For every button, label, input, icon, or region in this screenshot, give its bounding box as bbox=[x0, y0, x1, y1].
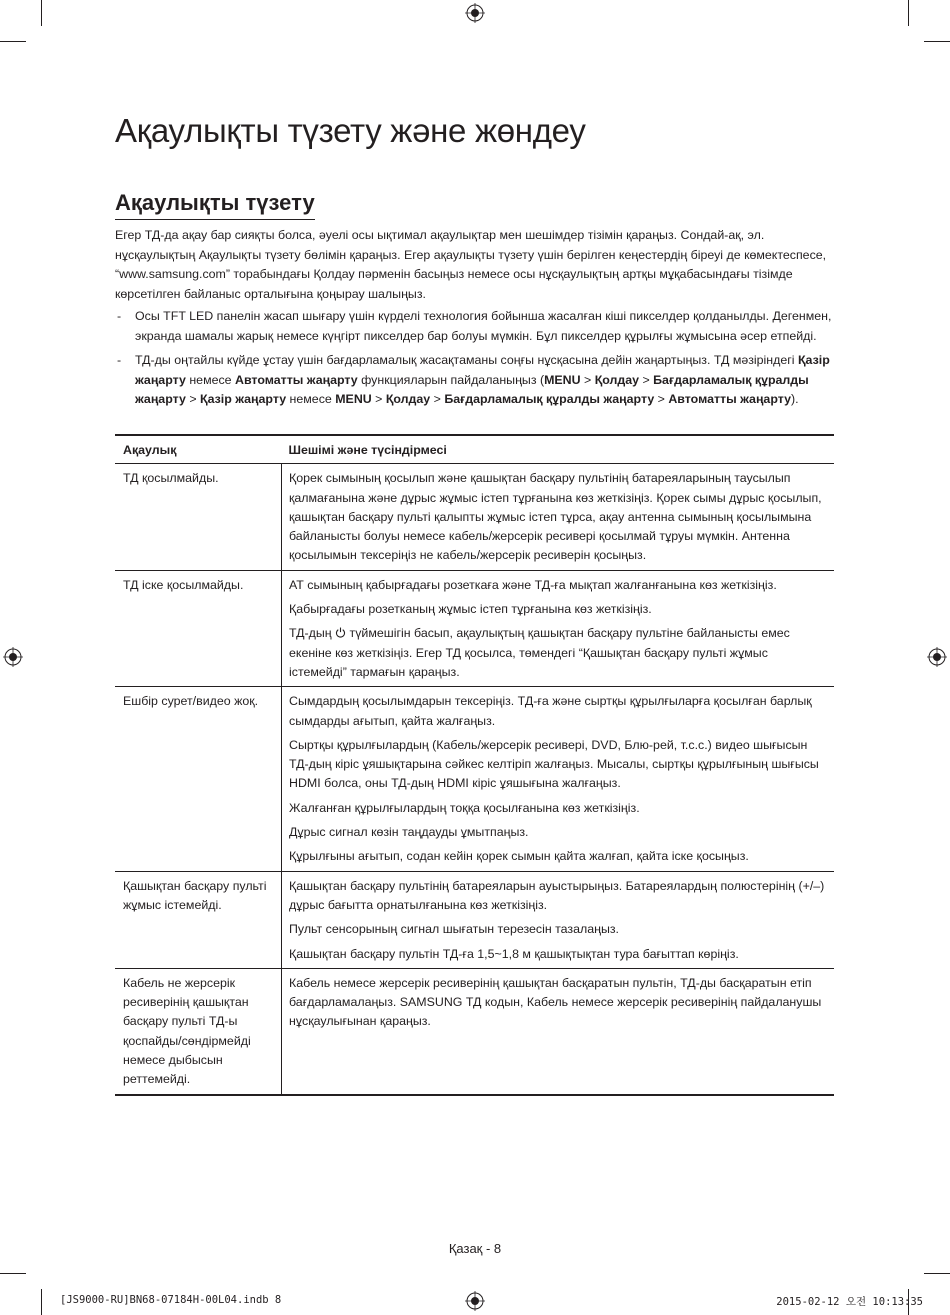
registration-mark-icon bbox=[465, 1291, 485, 1311]
bullet-dash: - bbox=[117, 309, 122, 323]
solution-cell bbox=[282, 464, 835, 570]
crop-mark bbox=[0, 1273, 26, 1274]
crop-mark bbox=[908, 0, 909, 26]
list-item bbox=[115, 307, 835, 346]
troubleshooting-table bbox=[115, 434, 834, 1096]
solution-text: Кабель немесе жерсерік ресиверінің қашықтан басқаратын пультін, ТД-ды басқаратын етіп бағдарламалаңыз. SAMSUNG ТД кодын, Кабель немесе жерсерік ресиверінің пайдаланушы нұсқаулығынан қараңыз. bbox=[289, 975, 822, 1029]
table-row bbox=[115, 687, 834, 871]
crop-mark bbox=[924, 1273, 950, 1274]
notes-list bbox=[115, 307, 835, 415]
note-text: ТД-ды оңтайлы күйде ұстау үшін бағдарламалық жасақтаманы соңғы нұсқасына дейін жаңартыңыз. ТД мәзіріндегі Қазір жаңарту немесе Автоматты жаңарту функцияларын пайдаланыңыз (MENU > Қолдау > Бағдарламалық құралды жаңарту > Қазір жаңарту немесе MENU > Қолдау > Бағдарламалық құралды жаңарту > Автоматты жаңарту). bbox=[135, 353, 830, 407]
table-row bbox=[115, 968, 834, 1094]
problem-cell: ТД іске қосылмайды. bbox=[115, 570, 282, 686]
page-title: Ақаулықты түзету және жөндеу bbox=[115, 112, 586, 149]
solution-cell bbox=[282, 871, 835, 968]
solution-text: Қорек сымының қосылып және қашықтан басқару пультінің батареяларының таусылып қалмағанына және дұрыс жұмыс істеп тұрғанына көз жеткізіңіз. Қорек сымы дұрыс қосылып, қашықтан басқару пульті қалыпты жұмыс істеп тұрса, ақау антенна сымының қосылымына байланысты болуы немесе кабель/жерсерік ресивері қосылмай тұруы мүмкін. Антенна қосылымын тексеріңіз не кабель/жерсерік ресиверін қосыңыз. bbox=[289, 471, 822, 563]
crop-mark bbox=[41, 1289, 42, 1315]
registration-mark-icon bbox=[3, 647, 23, 667]
crop-mark bbox=[924, 41, 950, 42]
solution-text: Қабырғадағы розетканың жұмыс істеп тұрғанына көз жеткізіңіз. bbox=[289, 602, 652, 617]
crop-mark bbox=[41, 0, 42, 26]
footer-file-info: [JS9000-RU]BN68-07184H-00L04.indb 8 bbox=[60, 1294, 282, 1306]
solution-cell bbox=[282, 570, 835, 686]
solution-text: ТД-дың түймешігін басып, ақаулықтың қашықтан басқару пультіне байланысты емес екеніне көз жеткізіңіз. Егер ТД қосылса, төмендегі “Қашықтан басқару пульті жұмыс істемейді” тармағын қараңыз. bbox=[289, 626, 790, 679]
bullet-dash: - bbox=[117, 353, 122, 368]
power-icon bbox=[335, 627, 346, 638]
solution-cell bbox=[282, 687, 835, 871]
solution-text: Дұрыс сигнал көзін таңдауды ұмытпаңыз. bbox=[289, 825, 529, 840]
registration-mark-icon bbox=[927, 647, 947, 667]
table-row bbox=[115, 570, 834, 686]
solution-text: Қашықтан басқару пультін ТД-ға 1,5~1,8 м қашықтықтан тура бағыттап көріңіз. bbox=[289, 946, 739, 961]
solution-text: Пульт сенсорының сигнал шығатын терезесін тазалаңыз. bbox=[289, 922, 619, 937]
registration-mark-icon bbox=[465, 3, 485, 23]
table-row bbox=[115, 871, 834, 968]
footer-timestamp: 2015-02-12 오전 10:13:35 bbox=[776, 1296, 923, 1308]
intro-paragraph: Егер ТД-да ақау бар сияқты болса, әуелі осы ықтимал ақаулықтар мен шешімдер тізімін қараңыз. Сондай-ақ, эл. нұсқаулықтың Ақаулықты түзету бөлімін қараңыз. Егер ақаулықты түзету үшін берілген кеңестердің біреуі де көмектеспесе, “www.samsung.com” торабындағы Қолдау пәрменін басыңыз немесе осы нұсқаулықтың артқы мұқабасындағы тізімде көрсетілген байланыс орталығына қоңырау шалыңыз. bbox=[115, 228, 827, 301]
solution-text: Қашықтан басқару пультінің батареяларын ауыстырыңыз. Батареялардың полюстерінің (+/–) дұрыс бағытта орнатылғанына көз жеткізіңіз. bbox=[289, 878, 825, 912]
solution-cell bbox=[282, 968, 835, 1094]
column-header-problem: Ақаулық bbox=[115, 435, 282, 464]
solution-text: Құрылғыны ағытып, содан кейін қорек сымын қайта жалғап, қайта іске қосыңыз. bbox=[289, 849, 749, 864]
table-row bbox=[115, 464, 834, 570]
problem-cell: Қашықтан басқару пульті жұмыс істемейді. bbox=[115, 871, 282, 968]
solution-text: АТ сымының қабырғадағы розеткаға және ТД-ға мықтап жалғанғанына көз жеткізіңіз. bbox=[289, 577, 777, 592]
solution-text: Жалғанған құрылғылардың тоққа қосылғанына көз жеткізіңіз. bbox=[289, 800, 640, 815]
list-item bbox=[115, 351, 835, 410]
crop-mark bbox=[0, 41, 26, 42]
column-header-solution: Шешімі және түсіндірмесі bbox=[282, 435, 835, 464]
solution-text: Сымдардың қосылымдарын тексеріңіз. ТД-ға және сыртқы құрылғыларға қосылған барлық сымдарды ағытып, қайта жалғаңыз. bbox=[289, 694, 812, 728]
section-title: Ақаулықты түзету bbox=[115, 190, 315, 220]
table-header-row bbox=[115, 435, 834, 464]
problem-cell: Кабель не жерсерік ресиверінің қашықтан басқару пульті ТД-ы қоспайды/сөндірмейді немесе дыбысын реттемейді. bbox=[115, 968, 282, 1094]
note-text: Осы TFT LED панелін жасап шығару үшін күрделі технология бойынша жасалған кіші пикселдер қолданылды. Дегенмен, экранда шамалы жарық немесе күңгірт пикселдер бар болуы мүмкін. Бұл пикселдер құрылғы жұмысына әсер етпейді. bbox=[135, 309, 832, 343]
problem-cell: ТД қосылмайды. bbox=[115, 464, 282, 570]
page-number: Қазақ - 8 bbox=[448, 1241, 502, 1256]
solution-text: Сыртқы құрылғылардың (Кабель/жерсерік ресивері, DVD, Блю-рей, т.с.с.) видео шығысын ТД-дың кіріс ұяшықтарына сәйкес келтіріп жалғаңыз. Мысалы, сыртқы құрылғының шығысы HDMI болса, оны ТД-дың HDMI кіріс ұяшығына жалғаңыз. bbox=[289, 737, 819, 791]
problem-cell: Ешбір сурет/видео жоқ. bbox=[115, 687, 282, 871]
